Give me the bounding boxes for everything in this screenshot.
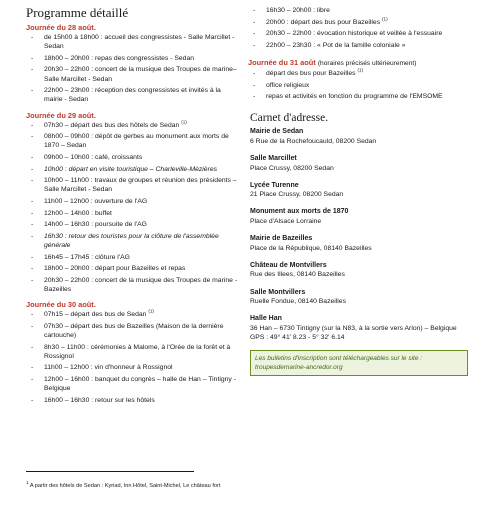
bullet-dash: - xyxy=(31,153,34,161)
venue-name: Lycée Turenne xyxy=(250,181,299,189)
schedule-item xyxy=(26,343,240,361)
schedule-item-text: 22h00 – 23h30 : « Pot de la famille coloniale » xyxy=(266,41,406,49)
footnote-divider xyxy=(26,471,194,472)
schedule-item-text: 10h00 : départ en visite touristique – Charleville-Mézières xyxy=(44,165,218,173)
schedule-item xyxy=(26,132,240,150)
bullet-dash: - xyxy=(253,41,256,49)
schedule-item xyxy=(26,276,240,294)
schedule-list xyxy=(26,310,240,405)
schedule-item-text: 18h00 – 20h00 : départ pour Bazeilles et repas xyxy=(44,265,186,273)
bullet-dash: - xyxy=(31,265,34,273)
bullet-dash: - xyxy=(31,121,34,129)
venue-entry xyxy=(250,314,468,342)
venue-name: Mairie de Bazeilles xyxy=(250,235,313,243)
schedule-item-text: 22h00 – 23h00 : réception des congressistes et invités à la mairie - Sedan xyxy=(44,87,221,104)
day-title: Journée du 29 août. xyxy=(26,110,96,120)
schedule-item-text: 12h00 – 14h00 : buffet xyxy=(44,209,112,217)
download-note-box: Les bulletins d'inscription sont téléchargeables sur le site : troupesdemarine-ancredor.org xyxy=(250,350,468,376)
schedule-item-text: 16h30 – 20h00 : libre xyxy=(266,7,330,14)
schedule-item-text: 07h30 – départ des bus de Bazeilles (Maison de la dernière cartouche) xyxy=(44,322,224,339)
venue-entry xyxy=(250,288,468,307)
schedule-item xyxy=(248,69,468,78)
schedule-item xyxy=(26,176,240,194)
venue-entry xyxy=(250,181,468,200)
bullet-dash: - xyxy=(253,30,256,38)
bullet-dash: - xyxy=(31,253,34,261)
day-title: Journée du 30 août. xyxy=(26,300,96,310)
schedule-item-text: 14h00 – 16h30 : poursuite de l'AG xyxy=(44,221,147,229)
bullet-dash: - xyxy=(31,221,34,229)
bullet-dash: - xyxy=(31,209,34,217)
schedule-item-text: 16h00 – 16h30 : retour sur les hôtels xyxy=(44,396,155,404)
venue-address: Place de la République, 08140 Bazeilles xyxy=(250,244,372,252)
venue-address: GPS : 49° 41' 8.23 - 5° 32' 6.14 xyxy=(250,334,345,341)
venue-entry xyxy=(250,261,468,280)
schedule-item xyxy=(248,6,468,15)
bullet-dash: - xyxy=(31,165,34,173)
venue-entry xyxy=(250,207,468,226)
venue-entry xyxy=(250,234,468,253)
day-block-29 xyxy=(26,111,240,295)
venue-address: 36 Han – 6730 Tintigny (sur la N83, à la sortie vers Arlon) – Belgique xyxy=(250,324,457,332)
schedule-item xyxy=(26,322,240,340)
bullet-dash: - xyxy=(31,311,34,319)
bullet-dash: - xyxy=(31,87,34,95)
bullet-dash: - xyxy=(31,34,34,41)
venue-address: Ruelle Fondue, 08140 Bazeilles xyxy=(250,298,346,306)
schedule-item xyxy=(26,220,240,229)
schedule-item-text: 18h00 – 20h00 : repas des congressistes - Sedan xyxy=(44,54,195,62)
venue-entry xyxy=(250,127,468,146)
bullet-dash: - xyxy=(31,54,34,62)
bullet-dash: - xyxy=(31,66,34,74)
bullet-dash: - xyxy=(31,396,34,404)
schedule-item xyxy=(26,363,240,372)
footnote xyxy=(26,482,220,490)
footnote-ref: (1) xyxy=(148,308,154,314)
bullet-dash: - xyxy=(31,364,34,372)
schedule-item-text: 07h30 – départ des bus des hôtels de Sedan xyxy=(44,121,180,129)
schedule-item-text: 8h30 – 11h00 : cérémonies à Malome, à l'Orée de la forêt et à Rossignol xyxy=(44,343,231,360)
schedule-item xyxy=(26,396,240,405)
schedule-item-text: 20h30 – 22h00 : concert de la musique des Troupes de marine– Salle Marcillet - Sedan xyxy=(44,66,237,83)
footnote-ref: (1) xyxy=(382,16,388,22)
schedule-item-text: 10h00 – 11h00 : travaux de groupes et réunion des présidents – Salle Marcillet - Sedan xyxy=(44,177,237,194)
venue-address: Place Crussy, 08200 Sedan xyxy=(250,164,334,172)
schedule-item xyxy=(248,92,468,101)
venue-address: 6 Rue de la Rochefoucauld, 08200 Sedan xyxy=(250,137,377,145)
venue-list xyxy=(248,127,468,342)
schedule-list xyxy=(248,69,468,101)
footnote-ref: (1) xyxy=(181,119,187,125)
schedule-item-text: 20h30 – 22h00 : évocation historique et veillée à l'essuaire xyxy=(266,30,443,38)
schedule-item xyxy=(248,29,468,38)
schedule-item xyxy=(26,264,240,273)
schedule-item xyxy=(26,232,240,250)
schedule-item xyxy=(26,86,240,104)
schedule-item-text: 16h30 : retour des touristes pour la clôture de l'assemblée générale xyxy=(44,232,219,249)
schedule-item-text: 08h00 – 09h00 : dépôt de gerbes au monument aux morts de 1870 – Sedan xyxy=(44,133,229,150)
day-title-text: Journée du 31 août xyxy=(248,57,316,67)
bullet-dash: - xyxy=(31,197,34,205)
venue-address: Rue des Illees, 08140 Bazeilles xyxy=(250,271,345,279)
schedule-item-text: 11h00 – 12h00 : ouverture de l'AG xyxy=(44,197,148,205)
schedule-item xyxy=(26,310,240,319)
bullet-dash: - xyxy=(253,69,256,77)
schedule-item xyxy=(26,121,240,130)
schedule-item xyxy=(248,18,468,27)
bullet-dash: - xyxy=(31,276,34,284)
schedule-item-text: départ des bus pour Bazeilles xyxy=(266,69,356,77)
schedule-item xyxy=(26,253,240,262)
schedule-list xyxy=(26,33,240,105)
footnote-text: A partir des hôtels de Sedan : Kyriad, Inn Hôtel, Saint-Michel, Le château fort xyxy=(29,483,221,489)
venue-name: Mairie de Sedan xyxy=(250,128,304,136)
schedule-item-text: office religieux xyxy=(266,81,310,89)
schedule-item xyxy=(26,165,240,174)
bullet-dash: - xyxy=(31,133,34,141)
bullet-dash: - xyxy=(253,18,256,26)
address-book-title: Carnet d'adresse. xyxy=(250,112,329,125)
right-column xyxy=(248,0,468,376)
venue-name: Château de Montvillers xyxy=(250,261,327,269)
schedule-item-text: 12h00 – 16h00 : banquet du congrès – halle de Han – Tintigny - Belgique xyxy=(44,375,236,393)
venue-entry xyxy=(250,154,468,173)
schedule-item xyxy=(26,153,240,162)
bullet-dash: - xyxy=(253,93,256,101)
schedule-item-text: repas et activités en fonction du programme de l'EMSOME xyxy=(266,93,443,101)
venue-name: Salle Montvillers xyxy=(250,288,306,296)
schedule-item xyxy=(26,54,240,63)
schedule-item-text: 11h00 – 12h00 : vin d'honneur à Rossignol xyxy=(44,364,173,372)
bullet-dash: - xyxy=(253,81,256,89)
schedule-item-text: 09h00 – 10h00 : café, croissants xyxy=(44,153,143,161)
left-column xyxy=(26,0,240,407)
schedule-item xyxy=(248,81,468,90)
bullet-dash: - xyxy=(31,375,34,383)
schedule-item-text: 20h30 – 22h00 : concert de la musique des Troupes de marine - Bazeilles xyxy=(44,276,238,293)
day-block-31 xyxy=(248,58,468,101)
day-title: Journée du 28 août. xyxy=(26,23,96,32)
schedule-item-text: 20h00 : départ des bus pour Bazeilles xyxy=(266,18,381,26)
venue-address: 21 Place Crussy, 08200 Sedan xyxy=(250,191,344,199)
day-block-30 xyxy=(26,300,240,405)
schedule-list-continued xyxy=(248,6,468,50)
day-title-note: (horaires précisés ultérieurement) xyxy=(317,59,417,67)
schedule-list xyxy=(26,121,240,295)
schedule-item-text: 07h15 – départ des bus de Sedan xyxy=(44,311,147,319)
schedule-item xyxy=(26,209,240,218)
schedule-item xyxy=(26,33,240,51)
schedule-item-text: 16h45 – 17h45 : clôture l'AG xyxy=(44,253,130,261)
schedule-item xyxy=(26,197,240,206)
bullet-dash: - xyxy=(31,343,34,351)
venue-name: Salle Marcillet xyxy=(250,155,297,163)
schedule-item-text: de 15h00 à 18h00 : accueil des congressistes - Salle Marcillet - Sedan xyxy=(44,34,235,51)
day-block-28 xyxy=(26,23,240,105)
venue-address: Place d'Alsace Lorraine xyxy=(250,217,322,225)
bullet-dash: - xyxy=(31,232,34,240)
page-title: Programme détaillé xyxy=(26,5,129,20)
bullet-dash: - xyxy=(31,322,34,330)
footnote-marker: 1 xyxy=(26,480,29,486)
footnote-ref: (1) xyxy=(357,67,364,73)
schedule-item xyxy=(248,41,468,50)
venue-name: Halle Han xyxy=(250,315,282,323)
schedule-item xyxy=(26,65,240,83)
venue-name: Monument aux morts de 1870 xyxy=(250,208,349,216)
bullet-dash: - xyxy=(253,7,256,14)
bullet-dash: - xyxy=(31,177,34,185)
schedule-item xyxy=(26,375,240,393)
